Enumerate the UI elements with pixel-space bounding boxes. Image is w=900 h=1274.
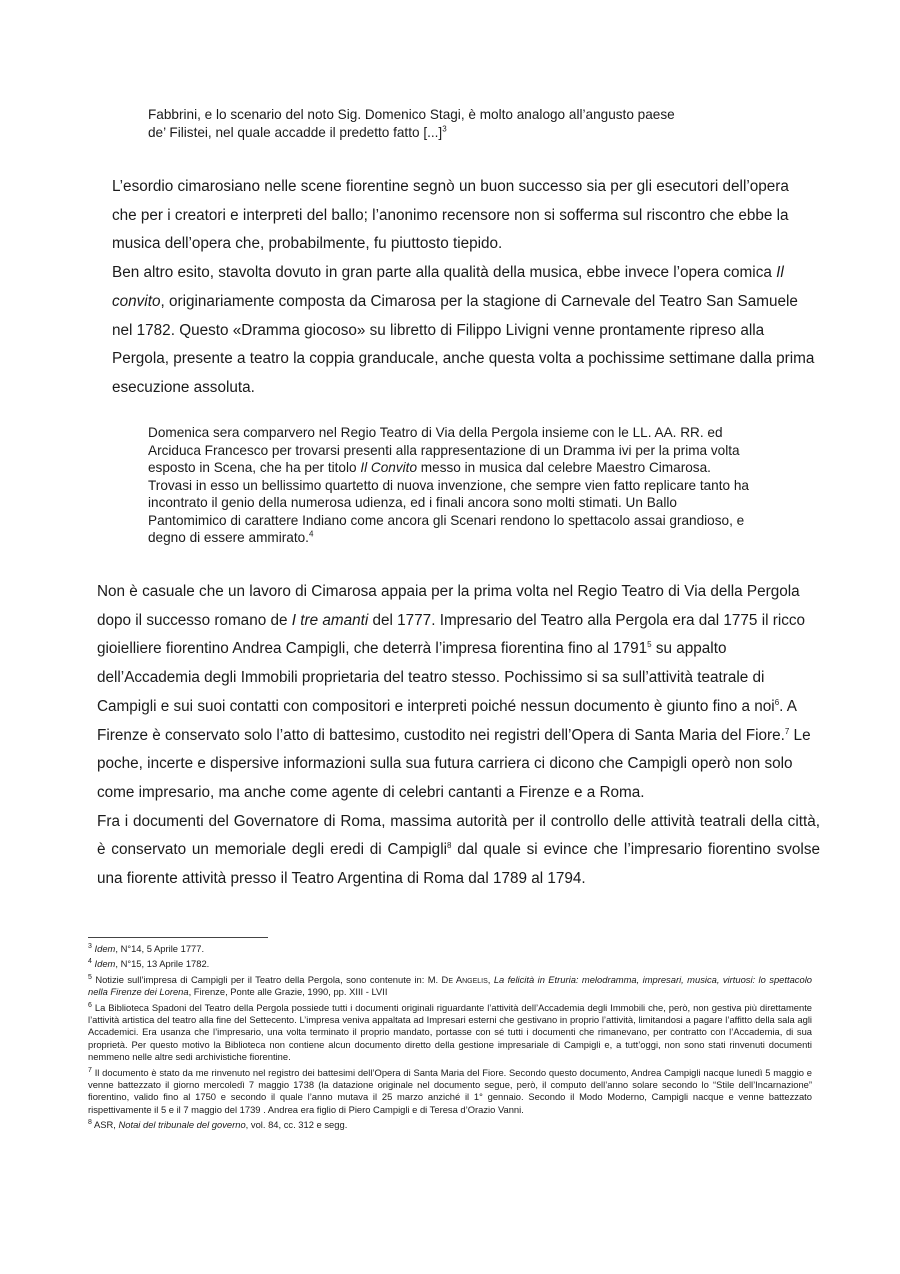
- footnotes: [88, 943, 812, 1135]
- opera-title: Il Convito: [360, 460, 418, 475]
- paragraph-text: . A Firenze è conservato solo l’atto di battesimo, custodito nei registri dell’Opera di Santa Maria del Fiore.: [97, 697, 797, 744]
- footnote-number: 3: [88, 942, 92, 950]
- footnote-number: 6: [88, 1001, 92, 1009]
- footnote-ref-7[interactable]: 7: [784, 726, 790, 736]
- quote-line: [148, 124, 748, 142]
- footnote-ref-4[interactable]: 4: [308, 529, 314, 539]
- footnote-8: [88, 1119, 812, 1131]
- quote-paragraph: [148, 424, 751, 547]
- footnote-ref-6[interactable]: 6: [774, 697, 780, 707]
- quote-line: Fabbrini, e lo scenario del noto Sig. Domenico Stagi, è molto analogo all’angusto paese: [148, 107, 675, 122]
- footnote-idem: Idem: [94, 943, 116, 954]
- footnote-source-title: Notai del tribunale del governo: [118, 1119, 246, 1131]
- quote-text: messo in musica dal celebre Maestro Cimarosa. Trovasi in esso un bellissimo quartetto di nuova invenzione, che sempre vien fatto replicare tanto ha incontrato il genio della numerosa udienza, ed i finali ancora sono molti stimati. Un Ballo Pantomimico di carattere Indiano come ancora gli Scenari rendono lo spettacolo assai grandioso, e degno di essere ammirato.: [148, 460, 749, 545]
- footnote-number: 5: [88, 973, 92, 981]
- footnote-text: , Firenze, Ponte alle Grazie, 1990, pp. XIII - LVII: [188, 986, 388, 998]
- footnote-text: Il documento è stato da me rinvenuto nel registro dei battesimi dell’Opera di Santa Maria del Fiore. Secondo questo documento, Andrea Campigli nacque lunedì 5 maggio e venne battezzato il giorno mercoledì 7 maggio 1738 (la datazione originale nel documento segue, però, il computo dell’anno solare secondo lo “Stile dell’Incarnazione” fiorentino, valido fino al 1750 e secondo il quale l’anno mutava il 25 marzo anziché il 1° gennaio. Secondo il Modo Moderno, Campigli nacque e venne battezzato rispettivamente il 5 e il 7 maggio del 1739 . Andrea era figlio di Piero Campigli e di Teresa d’Orazio Vanni.: [88, 1066, 812, 1115]
- footnote-3: [88, 943, 812, 955]
- paragraph-text: dal quale si evince che l’impresario fiorentino svolse una fiorente attività presso il Teatro Argentina di Roma dal 1789 al 1794.: [97, 841, 820, 888]
- footnote-5: [88, 974, 812, 999]
- footnote-ref-3[interactable]: 3: [442, 123, 447, 133]
- footnote-text: , N°14, 5 Aprile 1777.: [115, 943, 205, 954]
- paragraph-3: [97, 578, 820, 808]
- footnote-text: , vol. 84, cc. 312 e segg.: [245, 1119, 348, 1131]
- opera-title: Il convito: [112, 264, 784, 310]
- quote-text: Domenica sera comparvero nel Regio Teatro di Via della Pergola insieme con le LL. AA. RR. ed Arciduca Francesco per trovarsi presenti alla rappresentazione di un Dramma ivi per la prima volta esposto in Scena, che ha per titolo: [148, 425, 740, 475]
- footnote-author: De Angelis: [441, 973, 488, 985]
- paragraph-2: [112, 259, 815, 403]
- paragraph-text: del 1777. Impresario del Teatro alla Pergola era dal 1775 il ricco gioielliere fiorentino Andrea Campigli, che deterrà l’impresa fiorentina fino al 1791: [97, 611, 806, 658]
- footnote-number: 8: [88, 1119, 92, 1127]
- footnote-text: ,: [487, 973, 494, 985]
- footnote-text: La Biblioteca Spadoni del Teatro della Pergola possiede tutti i documenti originali riguardante l’attività dell’Accademia degli Immobili che, però, non gestiva più direttamente l’attività artistica del teatro alla fine del Settecento. L’impresa veniva appaltata ad Impresari esterni che gestivano in proprio l’attività, limitandosi a pagare l’affitto della sala agli Accademici. Era usanza che l’impresario, una volta terminato il proprio mandato, portasse con sé tutti i documenti che rimanevano, per contratto con l’Accademia, di sua proprietà. Per questo motivo la Biblioteca non contiene alcun documento diretto della gestione impresariale di Campigli e, a tutt’oggi, non sono stati rinvenuti documenti nemmeno nelle altre sedi archivistiche fiorentine.: [88, 1001, 813, 1063]
- body-section-1: [112, 173, 815, 403]
- quote-line-text: de’ Filistei, nel quale accadde il predetto fatto [...]: [148, 124, 443, 140]
- opera-title: I tre amanti: [291, 611, 369, 629]
- paragraph-text: Non è casuale che un lavoro di Cimarosa appaia per la prima volta nel Regio Teatro di Via della Pergola dopo il successo romano de: [97, 583, 800, 629]
- footnote-ref-8[interactable]: 8: [447, 841, 452, 851]
- block-quote-2: [148, 424, 751, 547]
- block-quote-1: [148, 106, 748, 141]
- footnote-idem: Idem: [94, 958, 116, 970]
- paragraph-text: Le poche, incerte e dispersive informazioni sulla sua futura carriera ci dicono che Campigli operò non solo come impresario, ma anche come agente di celebri cantanti a Firenze e a Roma.: [97, 726, 811, 801]
- footnote-divider: [88, 937, 268, 938]
- paragraph-text: su appalto dell’Accademia degli Immobili proprietaria del teatro stesso. Pochissimo si sa sull’attività teatrale di Campigli e sui suoi contatti con compositori e interpreti poiché nessun documento è giunto fino a noi: [97, 640, 775, 715]
- footnote-6: [88, 1002, 812, 1064]
- paragraph-text: Ben altro esito, stavolta dovuto in gran parte alla qualità della musica, ebbe invece l’opera comica: [112, 264, 777, 282]
- footnote-text: ASR,: [94, 1119, 119, 1131]
- footnote-7: [88, 1067, 812, 1117]
- footnote-book-title: La felicità in Etruria: melodramma, impresari, musica, virtuosi: lo spettacolo nella Firenze dei Lorena: [88, 973, 812, 998]
- paragraph-text: Fra i documenti del Governatore di Roma, massima autorità per il controllo delle attività teatrali della città, è conservato un memoriale degli eredi di Campigli: [97, 812, 820, 859]
- footnote-number: 7: [88, 1066, 92, 1074]
- body-section-2: [97, 578, 820, 894]
- footnote-4: [88, 958, 812, 970]
- paragraph-1: L’esordio cimarosiano nelle scene fiorentine segnò un buon successo sia per gli esecutori dell’opera che per i creatori e interpreti del ballo; l’anonimo recensore non si sofferma sul riscontro che ebbe la musica dell’opera che, probabilmente, fu piuttosto tiepido.: [112, 178, 789, 253]
- footnote-number: 4: [88, 958, 92, 966]
- footnote-text: , N°15, 13 Aprile 1782.: [115, 958, 210, 970]
- footnote-ref-5[interactable]: 5: [647, 640, 652, 650]
- footnote-text: Notizie sull’impresa di Campigli per il Teatro della Pergola, sono contenute in: M.: [95, 973, 442, 985]
- paragraph-text: , originariamente composta da Cimarosa per la stagione di Carnevale del Teatro San Samuele nel 1782. Questo «Dramma giocoso» su libretto di Filippo Livigni venne prontamente ripreso alla Pergola, presente a teatro la coppia granducale, anche questa volta a pochissime settimane dalla prima esecuzione assoluta.: [112, 292, 815, 396]
- paragraph-4: [97, 808, 820, 894]
